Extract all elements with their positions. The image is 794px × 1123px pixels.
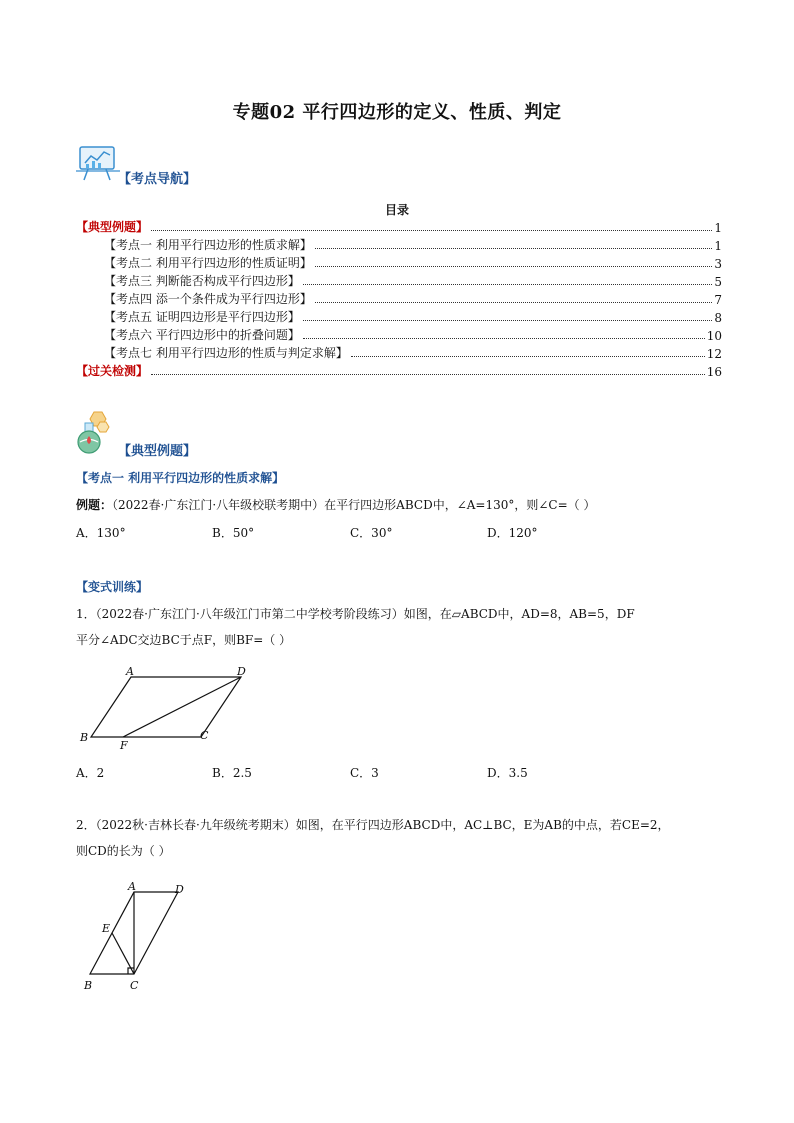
q1-choices: [76, 764, 556, 784]
toc-row-final-check[interactable]: [76, 362, 722, 379]
choice-d[interactable]: D．120°: [487, 526, 538, 540]
choice-b[interactable]: B．2.5: [212, 766, 252, 780]
toc-label: 【考点一 利用平行四边形的性质求解】: [104, 238, 312, 252]
toc-page: 7: [714, 293, 722, 307]
q1-label-a: A: [126, 665, 134, 678]
point-one-heading: 【考点一 利用平行四边形的性质求解】: [76, 471, 285, 485]
toc-heading: 目录: [384, 203, 409, 217]
toc-row-point-5[interactable]: [104, 308, 722, 325]
toc-leader: [315, 301, 713, 303]
toc-leader: [315, 265, 713, 267]
toc-label: 【考点三 判断能否构成平行四边形】: [104, 274, 300, 288]
toc-page: 16: [706, 365, 722, 379]
choice-a[interactable]: A．2: [76, 766, 105, 780]
q2-label-e: E: [102, 922, 111, 935]
section-heading: 【典型例题】: [118, 444, 197, 459]
toc-label: 【典型例题】: [76, 220, 149, 234]
toc-leader: [351, 355, 705, 357]
toc-label: 【过关检测】: [76, 364, 149, 378]
choice-c[interactable]: C．30°: [350, 526, 393, 540]
toc-row-point-3[interactable]: [104, 272, 722, 289]
toc-page: 8: [714, 311, 722, 325]
toc-label: 【考点七 利用平行四边形的性质与判定求解】: [104, 346, 348, 360]
toc-leader: [151, 373, 705, 375]
example-choices: [76, 524, 556, 544]
toc-label: 【考点二 利用平行四边形的性质证明】: [104, 256, 312, 270]
variant-training-heading: 【变式训练】: [76, 580, 149, 594]
toc-leader: [303, 319, 713, 321]
flask-icon: [70, 410, 114, 454]
toc-row-point-2[interactable]: [104, 254, 722, 271]
q2-label-d: D: [175, 883, 184, 896]
q2-label-c: C: [130, 979, 139, 992]
example-question: [76, 495, 595, 515]
q2-parallelogram-figure: [80, 878, 190, 994]
toc-leader: [151, 229, 712, 231]
q1-label-c: C: [200, 729, 209, 742]
toc-row-typical-examples[interactable]: [76, 218, 722, 235]
q1-line-2: 平分∠ADC交边BC于点F，则BF=（ ）: [76, 633, 292, 647]
toc-leader: [303, 283, 713, 285]
toc-row-point-4[interactable]: [104, 290, 722, 307]
toc-leader: [315, 247, 713, 249]
q1-label-f: F: [120, 739, 128, 750]
example-text: （2022春·广东江门·八年级校联考期中）在平行四边形ABCD中，∠A=130°，则∠C=（ ）: [112, 498, 596, 512]
toc-leader: [303, 337, 705, 339]
q2-label-b: B: [84, 979, 93, 992]
toc-label: 【考点四 添一个条件成为平行四边形】: [104, 292, 312, 306]
q1-label-d: D: [237, 665, 246, 678]
nav-heading: 【考点导航】: [118, 172, 197, 187]
q2-line-2: 则CD的长为（ ）: [76, 844, 171, 858]
page-title: 专题02 平行四边形的定义、性质、判定: [232, 102, 562, 123]
toc-page: 1: [714, 221, 722, 235]
toc-label: 【考点五 证明四边形是平行四边形】: [104, 310, 300, 324]
toc-page: 1: [714, 239, 722, 253]
choice-a[interactable]: A．130°: [76, 526, 126, 540]
toc-row-point-6[interactable]: [104, 326, 722, 343]
q1-line-1: 1．（2022春·广东江门·八年级江门市第二中学校考阶段练习）如图，在▱ABCD中，AD=8，AB=5，DF: [76, 607, 635, 621]
toc-page: 12: [706, 347, 722, 361]
choice-c[interactable]: C．3: [350, 766, 379, 780]
presentation-board-icon: [74, 143, 122, 183]
q1-label-b: B: [80, 731, 89, 744]
example-prefix: 例题：: [76, 498, 113, 512]
q1-parallelogram-figure: [76, 662, 266, 750]
q2-line-1: 2．（2022秋·吉林长春·九年级统考期末）如图，在平行四边形ABCD中，AC⊥BC，E为AB的中点，若CE=2，: [76, 818, 670, 832]
toc-label: 【考点六 平行四边形中的折叠问题】: [104, 328, 300, 342]
q2-label-a: A: [128, 880, 136, 893]
toc-row-point-1[interactable]: [104, 236, 722, 253]
toc-page: 3: [714, 257, 722, 271]
toc-row-point-7[interactable]: [104, 344, 722, 361]
choice-b[interactable]: B．50°: [212, 526, 255, 540]
toc-page: 5: [714, 275, 722, 289]
choice-d[interactable]: D．3.5: [487, 766, 528, 780]
toc-page: 10: [706, 329, 722, 343]
